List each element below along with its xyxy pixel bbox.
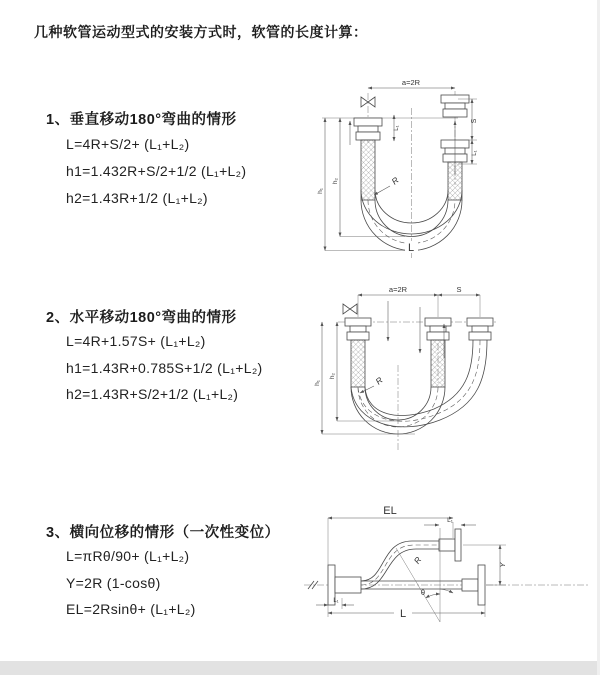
dim-label-l1-right: L₁ xyxy=(472,150,478,156)
left-fitting xyxy=(354,118,382,140)
right-fitting-upper xyxy=(441,95,469,117)
section1-formula-h2: h2=1.43R+1/2 (L₁+L₂) xyxy=(66,190,208,206)
dim-label-h2: h₂ xyxy=(332,177,339,185)
left-fitting xyxy=(345,318,371,340)
right-flange-moved xyxy=(439,529,461,561)
page-bottom-edge xyxy=(0,661,600,675)
dim-label-a2r: a=2R xyxy=(388,285,408,294)
dim-label-h2: h₂ xyxy=(329,372,336,380)
right-fitting-moved xyxy=(467,318,493,340)
section1-heading: 1、垂直移动180°弯曲的情形 xyxy=(46,112,237,128)
u-bend-moved xyxy=(351,340,487,427)
diagram-horizontal-180-bend xyxy=(310,283,600,458)
page-title: 几种软管运动型式的安装方式时，软管的长度计算： xyxy=(34,24,368,40)
diagram-vertical-180-bend xyxy=(310,73,600,263)
dim-label-s: S xyxy=(471,118,478,124)
dim-label-s: S xyxy=(456,285,462,294)
dim-label-h1: h₁ xyxy=(317,188,324,194)
radius-label-r: R xyxy=(389,174,401,187)
valve-icon xyxy=(343,304,357,314)
section3-formula-l: L=πRθ/90+ (L₁+L₂) xyxy=(66,548,190,564)
dim-label-l1-top: L₁ xyxy=(447,517,453,524)
section2-formula-h1: h1=1.43R+0.785S+1/2 (L₁+L₂) xyxy=(66,360,263,376)
section2-formula-l: L=4R+1.57S+ (L₁+L₂) xyxy=(66,333,206,349)
right-flange-original xyxy=(462,565,485,605)
section2-heading: 2、水平移动180°弯曲的情形 xyxy=(46,310,237,326)
dim-label-a2r: a=2R xyxy=(401,78,421,87)
hose-displaced-position xyxy=(361,541,439,589)
braided-hose-left xyxy=(351,340,365,387)
angle-arc xyxy=(426,594,440,598)
radius-label-r: R xyxy=(373,374,385,387)
dim-label-l1-left: L₁ xyxy=(394,125,400,131)
dim-label-l: L xyxy=(399,608,407,620)
section3-formula-el: EL=2Rsinθ+ (L₁+L₂) xyxy=(66,601,196,617)
radius-label-r: R xyxy=(411,554,424,566)
angle-label-theta: θ xyxy=(420,588,426,597)
angle-arc-2 xyxy=(440,589,453,593)
dim-label-h1: h₁ xyxy=(314,380,321,386)
diagram-lateral-displacement xyxy=(298,498,598,648)
section1-formula-h1: h1=1.432R+S/2+1/2 (L₁+L₂) xyxy=(66,163,247,179)
middle-fitting xyxy=(425,318,451,340)
dim-label-l: L xyxy=(407,242,415,254)
section2-formula-h2: h2=1.43R+S/2+1/2 (L₁+L₂) xyxy=(66,386,239,402)
section3-formula-y: Y=2R (1-cosθ) xyxy=(66,575,161,591)
section1-formula-l: L=4R+S/2+ (L₁+L₂) xyxy=(66,136,190,152)
braided-hose-left xyxy=(361,140,375,200)
dim-label-el: EL xyxy=(383,505,397,517)
section3-heading: 3、横向位移的情形（一次性变位） xyxy=(46,525,280,541)
dim-label-y: Y xyxy=(498,562,507,568)
dim-label-l1-left: L₁ xyxy=(333,598,339,604)
